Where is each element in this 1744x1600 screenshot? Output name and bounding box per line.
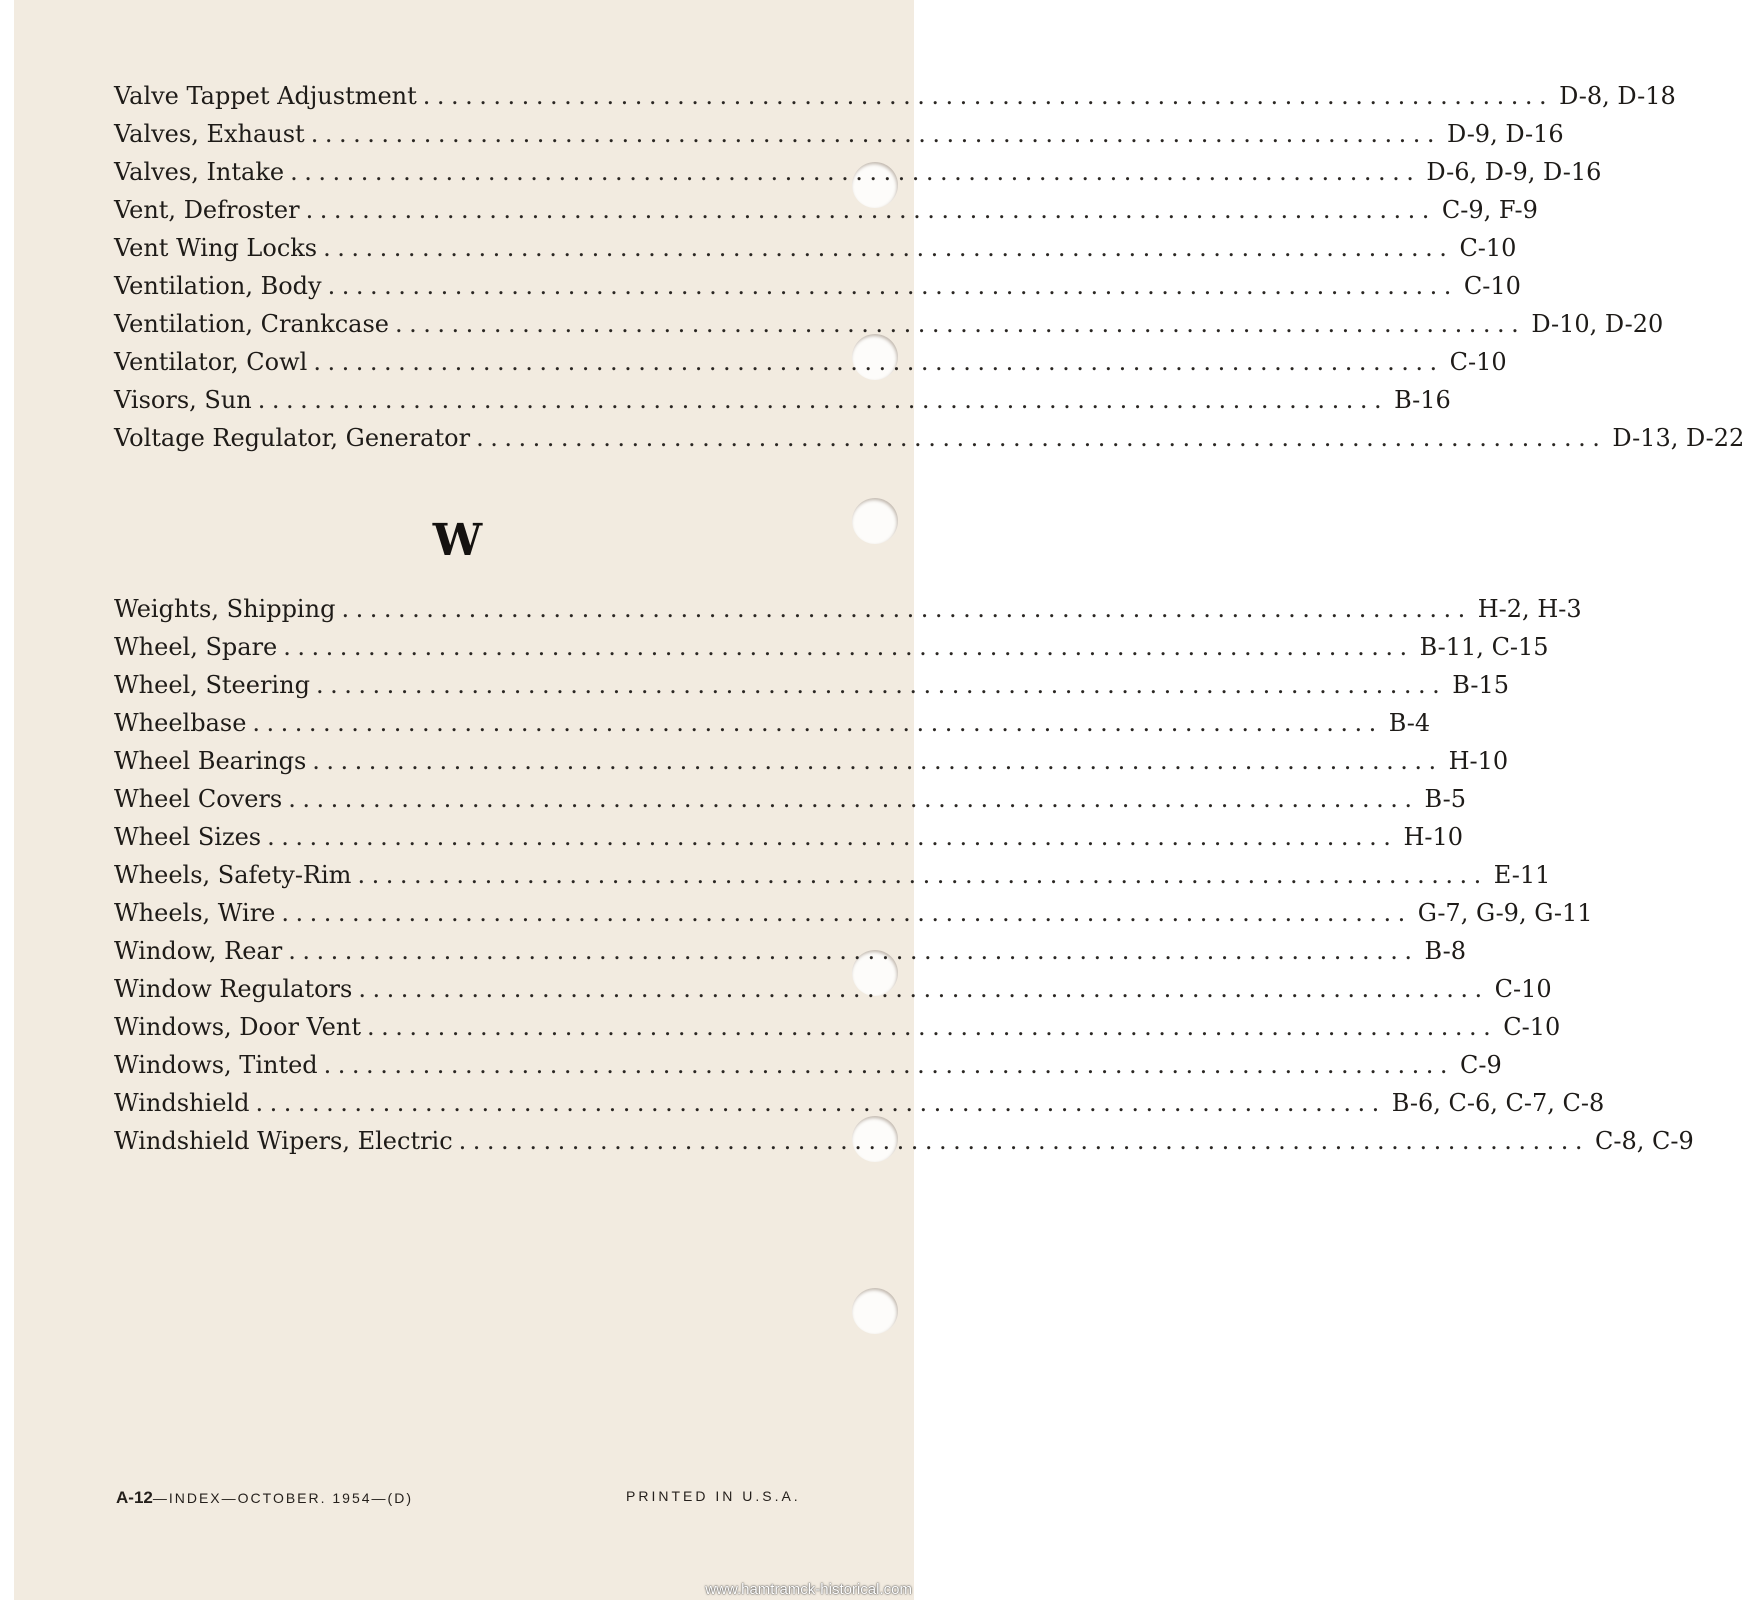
index-page-refs: C-10	[1463, 272, 1521, 300]
index-page-refs: B-8	[1424, 937, 1466, 965]
watermark: www.hamtramck-historical.com	[705, 1581, 912, 1598]
index-page-refs: E-11	[1493, 861, 1551, 889]
index-page-refs: H-10	[1403, 823, 1464, 851]
index-page-refs: C-9, F-9	[1441, 196, 1538, 224]
dot-leader: ................................................................................	[252, 709, 1383, 737]
index-page-refs: H-2, H-3	[1477, 595, 1582, 623]
dot-leader: ................................................................................	[422, 82, 1554, 110]
index-entry	[114, 633, 1549, 671]
index-page-refs: D-8, D-18	[1559, 82, 1676, 110]
dot-leader: ................................................................................	[283, 633, 1414, 661]
index-entry	[114, 120, 1564, 158]
index-entry	[114, 424, 1744, 462]
index-page-refs: B-5	[1424, 785, 1466, 813]
index-term: Wheel Sizes	[114, 823, 262, 851]
index-entry	[114, 1127, 1694, 1165]
index-term: Vent, Defroster	[114, 196, 300, 224]
index-page-refs: B-6, C-6, C-7, C-8	[1391, 1089, 1605, 1117]
index-entry	[114, 1089, 1605, 1127]
dot-leader: ................................................................................	[323, 234, 1454, 262]
index-term: Ventilation, Body	[114, 272, 322, 300]
index-page-refs: D-13, D-22	[1612, 424, 1744, 452]
index-entry	[114, 975, 1552, 1013]
index-entry	[114, 747, 1509, 785]
section-v-entries	[114, 82, 1744, 462]
index-term: Wheel, Spare	[114, 633, 278, 661]
index-page-refs: B-16	[1394, 386, 1451, 414]
index-entry	[114, 348, 1507, 386]
dot-leader: ................................................................................	[288, 785, 1419, 813]
index-page-refs: C-10	[1503, 1013, 1561, 1041]
dot-leader: ................................................................................	[327, 272, 1458, 300]
index-term: Wheel, Steering	[114, 671, 310, 699]
index-entry	[114, 82, 1676, 120]
index-entry	[114, 823, 1464, 861]
dot-leader: ................................................................................	[315, 671, 1447, 699]
index-term: Window Regulators	[114, 975, 353, 1003]
index-entry	[114, 937, 1466, 975]
index-term: Valve Tappet Adjustment	[114, 82, 417, 110]
index-entry	[114, 785, 1466, 823]
index-term: Wheelbase	[114, 709, 247, 737]
section-letter-w: W	[432, 515, 482, 566]
index-entry	[114, 234, 1517, 272]
index-entry	[114, 709, 1431, 747]
dot-leader: ................................................................................	[313, 348, 1444, 376]
dot-leader: ................................................................................	[255, 1089, 1386, 1117]
index-page-refs: H-10	[1448, 747, 1509, 775]
index-entry	[114, 671, 1509, 709]
index-page-refs: C-10	[1449, 348, 1507, 376]
footer-printed: PRINTED IN U.S.A.	[626, 1488, 801, 1504]
dot-leader: ................................................................................	[312, 747, 1443, 775]
index-term: Voltage Regulator, Generator	[114, 424, 471, 452]
index-entry	[114, 310, 1664, 348]
index-term: Weights, Shipping	[114, 595, 336, 623]
index-entry	[114, 196, 1538, 234]
index-term: Windows, Door Vent	[114, 1013, 361, 1041]
index-page-refs: B-15	[1452, 671, 1509, 699]
index-term: Window, Rear	[114, 937, 283, 965]
index-page-refs: D-6, D-9, D-16	[1426, 158, 1602, 186]
index-entry	[114, 1013, 1561, 1051]
dot-leader: ................................................................................	[358, 975, 1489, 1003]
index-page-refs: D-10, D-20	[1531, 310, 1664, 338]
index-term: Wheels, Safety-Rim	[114, 861, 352, 889]
index-entry	[114, 595, 1582, 633]
index-term: Wheels, Wire	[114, 899, 276, 927]
index-page-refs: C-8, C-9	[1594, 1127, 1694, 1155]
dot-leader: ................................................................................	[476, 424, 1607, 452]
dot-leader: ................................................................................	[257, 386, 1389, 414]
dot-leader: ................................................................................	[395, 310, 1526, 338]
index-term: Windshield Wipers, Electric	[114, 1127, 453, 1155]
dot-leader: ................................................................................	[290, 158, 1421, 186]
index-entry	[114, 386, 1451, 424]
index-entry	[114, 158, 1602, 196]
index-term: Vent Wing Locks	[114, 234, 318, 262]
index-term: Windows, Tinted	[114, 1051, 318, 1079]
index-term: Windshield	[114, 1089, 250, 1117]
dot-leader: ................................................................................	[267, 823, 1398, 851]
index-entry	[114, 1051, 1502, 1089]
dot-leader: ................................................................................	[281, 899, 1412, 927]
page-number: A-12	[116, 1488, 153, 1507]
index-entry	[114, 861, 1551, 899]
index-term: Valves, Exhaust	[114, 120, 305, 148]
index-entry	[114, 272, 1521, 310]
section-w-entries	[114, 595, 1694, 1165]
index-term: Wheel Covers	[114, 785, 283, 813]
index-term: Wheel Bearings	[114, 747, 307, 775]
dot-leader: ................................................................................	[366, 1013, 1498, 1041]
binder-hole	[852, 1288, 898, 1334]
index-term: Valves, Intake	[114, 158, 285, 186]
index-page-refs: D-9, D-16	[1447, 120, 1564, 148]
index-term: Ventilation, Crankcase	[114, 310, 389, 338]
dot-leader: ................................................................................	[357, 861, 1488, 889]
scan-left-margin	[0, 0, 14, 1600]
dot-leader: ................................................................................	[305, 196, 1436, 224]
index-page-refs: C-10	[1459, 234, 1517, 262]
dot-leader: ................................................................................	[323, 1051, 1454, 1079]
dot-leader: ................................................................................	[310, 120, 1441, 148]
dot-leader: ................................................................................	[288, 937, 1419, 965]
index-term: Visors, Sun	[114, 386, 252, 414]
footer-index-date: —INDEX—OCTOBER. 1954—(D)	[152, 1490, 413, 1506]
index-page-refs: B-4	[1388, 709, 1431, 737]
dot-leader: ................................................................................	[341, 595, 1472, 623]
index-entry	[114, 899, 1593, 937]
dot-leader: ................................................................................	[458, 1127, 1589, 1155]
footer-left	[116, 1488, 413, 1508]
index-term: Ventilator, Cowl	[114, 348, 308, 376]
index-page-refs: C-9	[1459, 1051, 1502, 1079]
index-page-refs: B-11, C-15	[1419, 633, 1549, 661]
index-page-refs: C-10	[1494, 975, 1552, 1003]
index-page-refs: G-7, G-9, G-11	[1417, 899, 1593, 927]
